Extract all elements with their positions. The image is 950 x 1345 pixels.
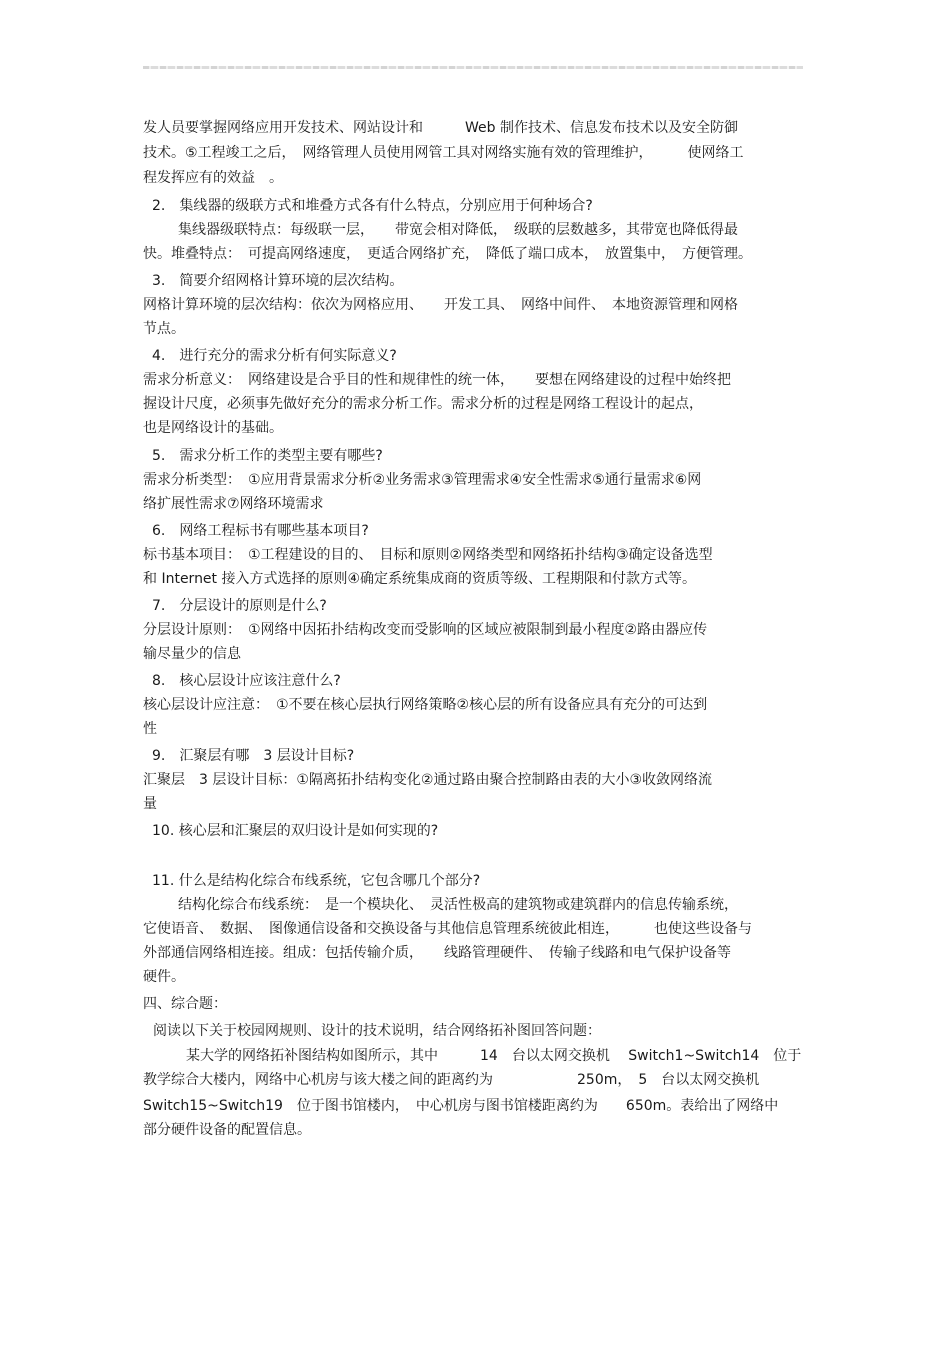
text-line: 标书基本项目： ①工程建设的目的、 目标和原则②网络类型和网络拓扑结构③确定设备选型 [143, 547, 713, 563]
text-line: 部分硬件设备的配置信息。 [143, 1122, 311, 1138]
question-heading: 2. 集线器的级联方式和堆叠方式各有什么特点，分别应用于何种场合? [152, 198, 593, 214]
text-line: 教学综合大楼内，网络中心机房与该大楼之间的距离约为 250m， 5 台以太网交换机 [143, 1072, 760, 1088]
text-line: 性 [143, 721, 157, 737]
text-line: 握设计尺度，必须事先做好充分的需求分析工作。需求分析的过程是网络工程设计的起点， [143, 396, 703, 412]
text-line: 集线器级联特点：每级联一层， 带宽会相对降低， 级联的层数越多，其带宽也降低得最 [178, 222, 738, 238]
text-line: 需求分析意义： 网络建设是合乎目的性和规律性的统一体， 要想在网络建设的过程中始终把 [143, 372, 731, 388]
text-line: 发人员要掌握网络应用开发技术、网站设计和 Web 制作技术、信息发布技术以及安全防御 [143, 120, 738, 136]
question-heading: 5. 需求分析工作的类型主要有哪些? [152, 448, 383, 464]
question-heading: 11. 什么是结构化综合布线系统，它包含哪几个部分? [152, 873, 481, 889]
text-line: 量 [143, 796, 157, 812]
text-line: 和 Internet 接入方式选择的原则④确定系统集成商的资质等级、工程期限和付款方式等。 [143, 571, 697, 587]
text-line: 也是网络设计的基础。 [143, 420, 283, 436]
text-line: 需求分析类型： ①应用背景需求分析②业务需求③管理需求④安全性需求⑤通行量需求⑥网 [143, 472, 702, 488]
question-heading: 7. 分层设计的原则是什么? [152, 598, 327, 614]
question-heading: 6. 网络工程标书有哪些基本项目? [152, 523, 369, 539]
question-heading: 9. 汇聚层有哪 3 层设计目标? [152, 748, 355, 764]
question-heading: 10. 核心层和汇聚层的双归设计是如何实现的? [152, 823, 439, 839]
section-heading: 四、综合题： [143, 996, 227, 1012]
text-line: 它使语音、 数据、 图像通信设备和交换设备与其他信息管理系统彼此相连， 也使这些设备与 [143, 921, 752, 937]
text-line: 分层设计原则： ①网络中因拓扑结构改变而受影响的区域应被限制到最小程度②路由器应传 [143, 622, 708, 638]
question-heading: 3. 简要介绍网格计算环境的层次结构。 [152, 273, 404, 289]
text-line: Switch15~Switch19 位于图书馆楼内， 中心机房与图书馆楼距离约为 650m。表给出了网络中 [143, 1098, 779, 1114]
text-line: 核心层设计应注意： ①不要在核心层执行网络策略②核心层的所有设备应具有充分的可达到 [143, 697, 708, 713]
text-line: 硬件。 [143, 969, 185, 985]
text-line: 快。堆叠特点： 可提高网络速度， 更适合网络扩充， 降低了端口成本， 放置集中， 方便管理。 [143, 246, 752, 262]
question-heading: 8. 核心层设计应该注意什么? [152, 673, 341, 689]
text-line: 络扩展性需求⑦网络环境需求 [143, 496, 324, 512]
text-line: 某大学的网络拓补图结构如图所示，其中 14 台以太网交换机 Switch1~Switch14 位于 [186, 1048, 802, 1064]
question-heading: 4. 进行充分的需求分析有何实际意义? [152, 348, 397, 364]
header-rule [143, 66, 803, 69]
text-line: 结构化综合布线系统： 是一个模块化、 灵活性极高的建筑物或建筑群内的信息传输系统， [178, 897, 738, 913]
text-line: 网格计算环境的层次结构：依次为网格应用、 开发工具、 网络中间件、 本地资源管理和网格 [143, 297, 738, 313]
text-line: 汇聚层 3 层设计目标：①隔离拓扑结构变化②通过路由聚合控制路由表的大小③收敛网络流 [143, 772, 713, 788]
text-line: 阅读以下关于校园网规则、设计的技术说明，结合网络拓补图回答问题： [153, 1023, 601, 1039]
text-line: 输尽量少的信息 [143, 646, 241, 662]
text-line: 节点。 [143, 321, 185, 337]
text-line: 外部通信网络相连接。组成：包括传输介质， 线路管理硬件、 传输子线路和电气保护设备等 [143, 945, 731, 961]
text-line: 技术。⑤工程竣工之后， 网络管理人员使用网管工具对网络实施有效的管理维护， 使网络工 [143, 145, 744, 161]
text-line: 程发挥应有的效益 。 [143, 170, 283, 186]
